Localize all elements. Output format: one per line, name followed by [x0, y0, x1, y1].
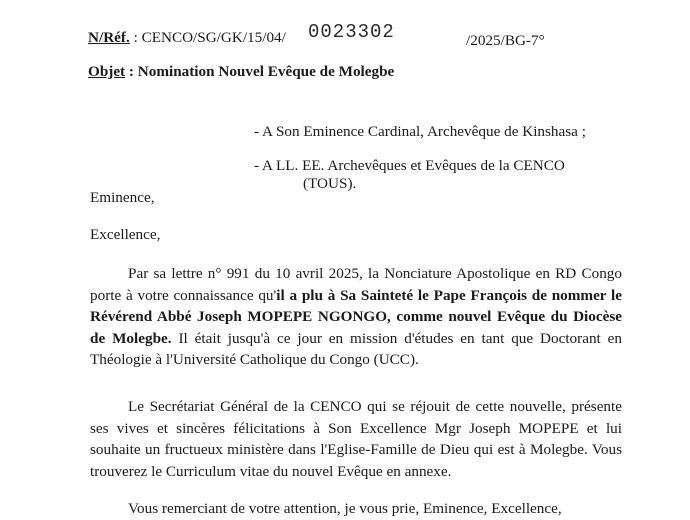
paragraph-felicitations — [90, 396, 622, 482]
paragraph-felicitations-line-1: Le Secrétariat Général de la CENCO qui se réjouit de cette nouvelle, présente — [128, 398, 622, 415]
subject-text: : Nomination Nouvel Evêque de Molegbe — [128, 63, 395, 80]
paragraph-nomination-line-5: Théologie à l'Université Catholique du Congo (UCC). — [90, 351, 419, 368]
recipient-cardinal: - A Son Eminence Cardinal, Archevêque de Kinshasa ; — [254, 123, 586, 140]
salutation-eminence: Eminence, — [90, 189, 155, 206]
reference-prefix: : CENCO/SG/GK/15/04/ — [133, 29, 286, 46]
paragraph-closing — [90, 498, 622, 520]
paragraph-felicitations-line-3: souhaite un fructueux ministère dans l'Eglise-Famille de Dieu qui est à Molegbe. Vous — [90, 441, 622, 458]
recipient-bishops: - A LL. EE. Archevêques et Evêques de la CENCO — [254, 157, 565, 174]
subject-line — [88, 62, 394, 82]
paragraph-nomination-line-1: Par sa lettre n° 991 du 10 avril 2025, la Nonciature Apostolique en RD Congo — [128, 265, 622, 282]
paragraph-nomination-line-4 — [90, 328, 622, 350]
reference-label: N/Réf. — [88, 29, 130, 46]
subject-label: Objet — [88, 63, 126, 80]
paragraph-nomination-line-4-plain: Il était jusqu'à ce jour en mission d'études en tant que Doctorant en — [171, 329, 623, 347]
paragraph-felicitations-line-4: trouverez le Curriculum vitae du nouvel Evêque en annexe. — [90, 462, 452, 480]
reference-suffix: /2025/BG-7° — [466, 32, 545, 49]
paragraph-felicitations-line-2: ses vives et sincères félicitations à Son Excellence Mgr Joseph MOPEPE et lui — [90, 419, 622, 437]
reference-line — [88, 28, 286, 48]
recipient-all: (TOUS). — [303, 175, 357, 192]
paragraph-nomination-line-3: Révérend Abbé Joseph MOPEPE NGONGO, comme nouvel Evêque du Diocèse — [90, 308, 622, 325]
paragraph-nomination — [90, 263, 622, 371]
paragraph-nomination-line-2-bold: il a plu à Sa Sainteté le Pape François de nommer le — [276, 286, 622, 304]
paragraph-nomination-line-4-bold: de Molegbe. — [90, 329, 172, 347]
paragraph-closing-line-1: Vous remerciant de votre attention, je vous prie, Eminence, Excellence, — [128, 500, 562, 517]
paragraph-nomination-line-2 — [90, 285, 622, 307]
paragraph-nomination-line-2-plain: porte à votre connaissance qu' — [90, 286, 277, 304]
reference-stamp-number: 0023302 — [308, 21, 395, 43]
salutation-excellence: Excellence, — [90, 226, 161, 243]
